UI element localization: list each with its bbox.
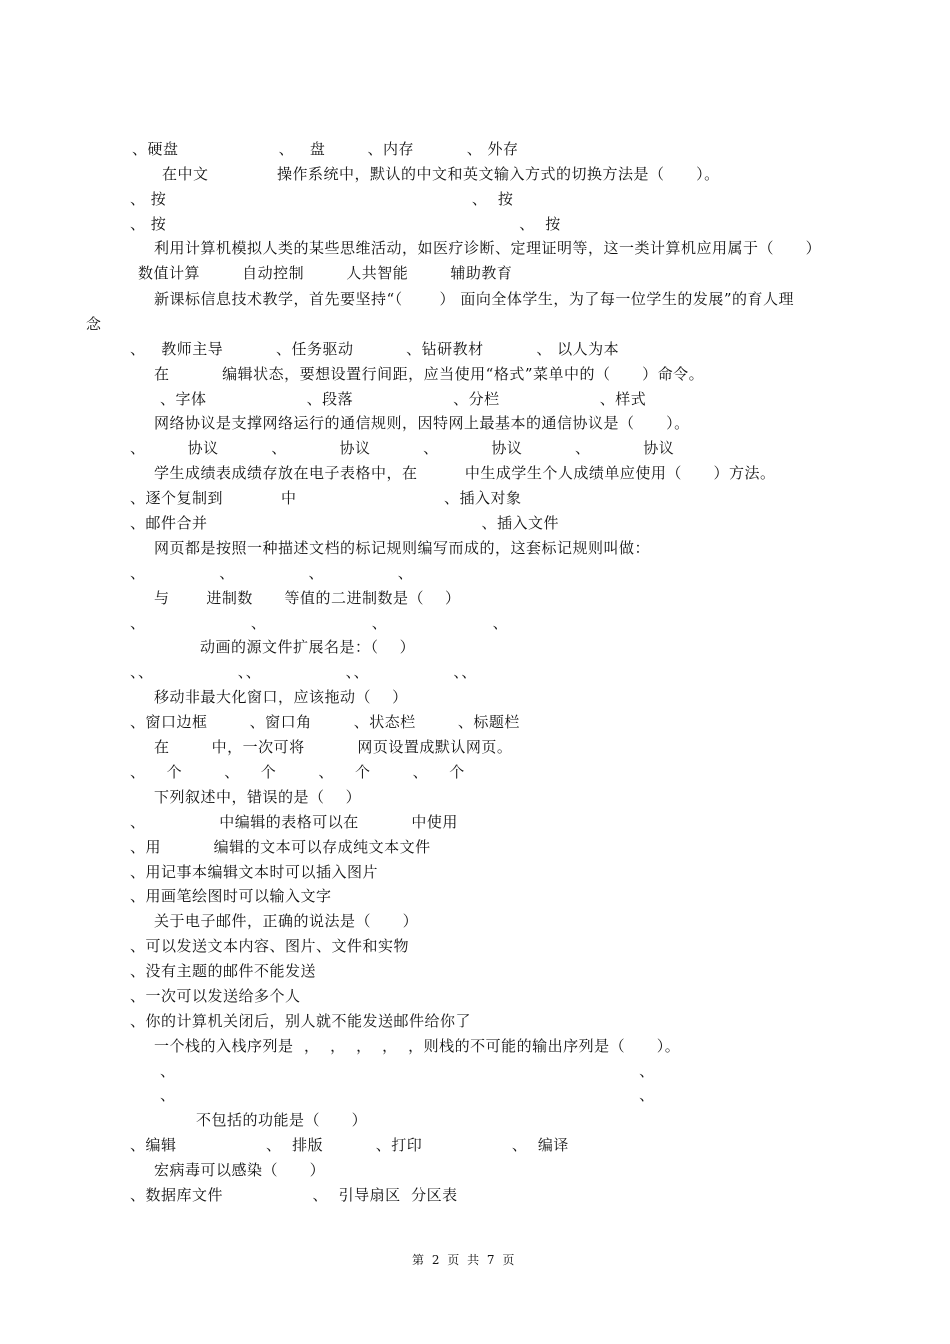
text-line: 、没有主题的邮件不能发送 bbox=[130, 962, 317, 980]
text-line: 、逐个复制到 中 、插入对象 bbox=[130, 489, 522, 507]
text-line: 、 教师主导 、任务驱动 、钻研教材 、 以人为本 bbox=[130, 340, 620, 358]
text-line: 下列叙述中，错误的是（ ） bbox=[154, 788, 362, 806]
text-line: 、数据库文件 、 引导扇区 分区表 bbox=[130, 1186, 458, 1204]
text-line: 在 中，一次可将 网页设置成默认网页。 bbox=[154, 738, 513, 756]
text-line: 、 、 bbox=[160, 1086, 655, 1104]
text-line: 、 、 、 、 bbox=[130, 614, 509, 632]
text-line: 网页都是按照一种描述文档的标记规则编写而成的，这套标记规则叫做： bbox=[154, 539, 651, 557]
text-line: 新课标信息技术教学，首先要坚持“（ ） 面向全体学生，为了每一位学生的发展”的育人理 bbox=[154, 290, 794, 308]
text-line: 、硬盘 、 盘 、内存 、 外存 bbox=[132, 140, 519, 158]
text-line: 、邮件合并 、插入文件 bbox=[130, 514, 559, 532]
text-line: 数值计算 自动控制 人共智能 辅助教育 bbox=[138, 264, 513, 282]
text-line: 移动非最大化窗口，应该拖动（ ） bbox=[154, 688, 408, 706]
text-line: 、 按 、 按 bbox=[130, 215, 561, 233]
text-line: 学生成绩表成绩存放在电子表格中，在 中生成学生个人成绩单应使用（ ）方法。 bbox=[154, 464, 776, 482]
text-line: 、可以发送文本内容、图片、文件和实物 bbox=[130, 937, 410, 955]
text-line: 在 编辑状态，要想设置行间距，应当使用“格式”菜单中的（ ）命令。 bbox=[154, 365, 705, 383]
text-line: 与 进制数 等值的二进制数是（ ） bbox=[154, 589, 461, 607]
text-line: 、 中编辑的表格可以在 中使用 bbox=[130, 813, 458, 831]
text-line: 、编辑 、 排版 、打印 、 编译 bbox=[130, 1136, 569, 1154]
text-line: 动画的源文件扩展名是：（ ） bbox=[200, 638, 416, 656]
text-line: 、用画笔绘图时可以输入文字 bbox=[130, 887, 332, 905]
text-line: 宏病毒可以感染（ ） bbox=[154, 1161, 326, 1179]
text-line: 、窗口边框 、窗口角 、状态栏 、标题栏 bbox=[130, 713, 520, 731]
text-line: 、字体 、段落 、分栏 、样式 bbox=[160, 390, 647, 408]
text-line: 、用 编辑的文本可以存成纯文本文件 bbox=[130, 838, 431, 856]
text-line: 念 bbox=[86, 315, 102, 333]
text-line: 一个栈的入栈序列是 ， ， ， ， ，则栈的不可能的输出序列是（ ）。 bbox=[154, 1037, 681, 1055]
text-line: 、一次可以发送给多个人 bbox=[130, 987, 301, 1005]
text-line: 、用记事本编辑文本时可以插入图片 bbox=[130, 863, 379, 881]
text-line: 在中文 操作系统中，默认的中文和英文输入方式的切换方法是（ ）。 bbox=[162, 165, 720, 183]
text-line: 、 协议 、 协议 、 协议 、 协议 bbox=[130, 439, 675, 457]
text-line: 不包括的功能是（ ） bbox=[196, 1111, 368, 1129]
text-line: 、 、 、 、 bbox=[130, 564, 414, 582]
text-line: 、 按 、 按 bbox=[130, 190, 514, 208]
text-line: 关于电子邮件，正确的说法是（ ） bbox=[154, 912, 419, 930]
text-line: 网络协议是支撑网络运行的通信规则，因特网上最基本的通信协议是（ ）。 bbox=[154, 414, 690, 432]
text-line: 、、 、、 、、 、、 bbox=[130, 663, 477, 681]
text-line: 、 、 bbox=[160, 1062, 655, 1080]
text-line: 、你的计算机关闭后，别人就不能发送邮件给你了 bbox=[130, 1012, 472, 1030]
page-footer: 第 2 页 共 7 页 bbox=[412, 1253, 517, 1267]
text-line: 、 个 、 个 、 个 、 个 bbox=[130, 763, 465, 781]
text-line: 利用计算机模拟人类的某些思维活动，如医疗诊断、定理证明等，这一类计算机应用属于（ ） bbox=[154, 239, 822, 257]
